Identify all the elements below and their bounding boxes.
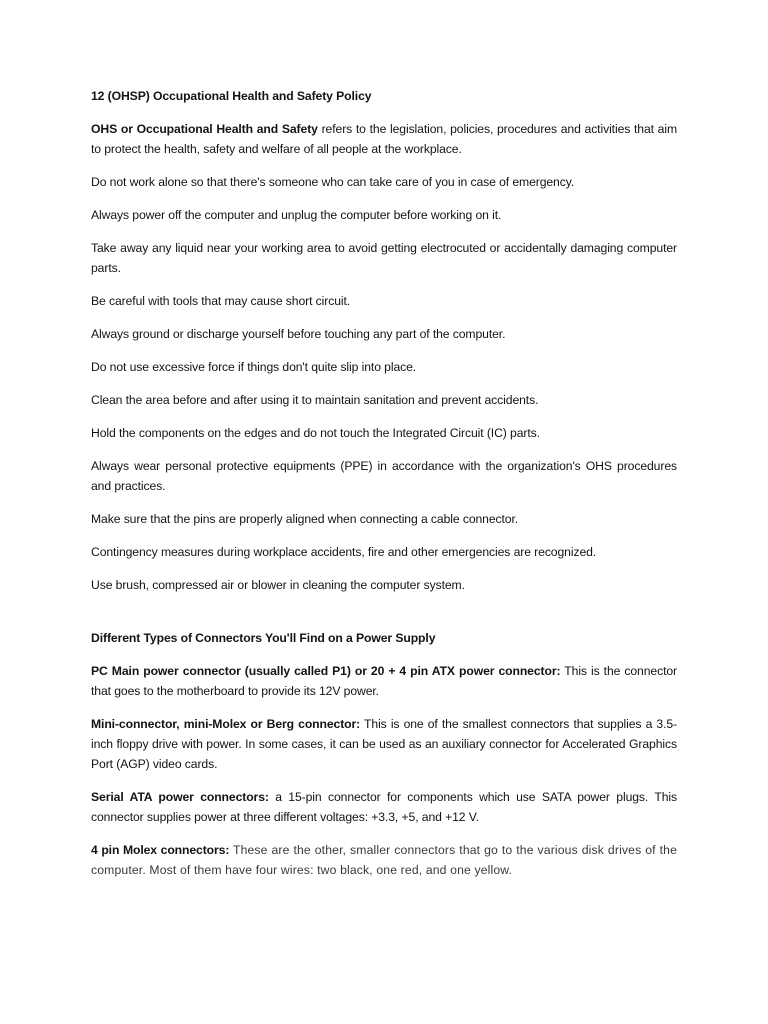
connector-term: 4 pin Molex connectors: (91, 843, 230, 857)
connectors-section-title: Different Types of Connectors You'll Find on a Power Supply (91, 631, 436, 645)
ohs-rule-3: Take away any liquid near your working area to avoid getting electrocuted or accidentally damaging computer parts. (91, 241, 677, 275)
connector-term: PC Main power connector (usually called P1) or 20 + 4 pin ATX power connector: (91, 664, 561, 678)
connector-item-sata (91, 787, 677, 827)
document-page (91, 86, 677, 893)
ohs-rule-9: Always wear personal protective equipments (PPE) in accordance with the organization's OHS procedures and practices. (91, 459, 677, 493)
ohs-section-title: 12 (OHSP) Occupational Health and Safety Policy (91, 89, 372, 103)
ohs-rule-8: Hold the components on the edges and do not touch the Integrated Circuit (IC) parts. (91, 426, 540, 440)
ohs-intro-text: refers to the legislation, policies, procedures and activities that aim to protect the health, safety and welfare of all people at the workplace. (91, 122, 678, 156)
connector-desc: These are the other, smaller connectors that go to the various disk drives of the computer. Most of them have four wires: two black, one red, and one yellow. (91, 843, 677, 877)
ohs-rule-4: Be careful with tools that may cause short circuit. (91, 294, 351, 308)
connector-term: Serial ATA power connectors: (91, 790, 269, 804)
ohs-rule-6: Do not use excessive force if things don't quite slip into place. (91, 360, 417, 374)
ohs-rule-11: Contingency measures during workplace accidents, fire and other emergencies are recognized. (91, 545, 597, 559)
connector-item-molex (91, 840, 677, 880)
connector-term: Mini-connector, mini-Molex or Berg connector: (91, 717, 361, 731)
connector-desc: This is one of the smallest connectors that supplies a 3.5-inch floppy drive with power. In some cases, it can be used as an auxiliary connector for Accelerated Graphics Port (AGP) video cards. (91, 717, 677, 771)
connector-item-p1 (91, 661, 677, 701)
connector-desc: This is the connector that goes to the motherboard to provide its 12V power. (91, 664, 678, 698)
ohs-intro-term: OHS or Occupational Health and Safety (91, 122, 318, 136)
ohs-rule-2: Always power off the computer and unplug the computer before working on it. (91, 208, 502, 222)
ohs-rule-7: Clean the area before and after using it to maintain sanitation and prevent accidents. (91, 393, 539, 407)
ohs-rule-10: Make sure that the pins are properly aligned when connecting a cable connector. (91, 512, 519, 526)
ohs-rule-12: Use brush, compressed air or blower in cleaning the computer system. (91, 578, 465, 592)
connector-item-mini-molex (91, 714, 677, 774)
ohs-rule-5: Always ground or discharge yourself before touching any part of the computer. (91, 327, 506, 341)
ohs-rule-1: Do not work alone so that there's someone who can take care of you in case of emergency. (91, 175, 575, 189)
connector-desc: a 15-pin connector for components which use SATA power plugs. This connector supplies power at three different voltages: +3.3, +5, and +12 V. (91, 790, 677, 824)
ohs-intro-paragraph (91, 119, 677, 159)
